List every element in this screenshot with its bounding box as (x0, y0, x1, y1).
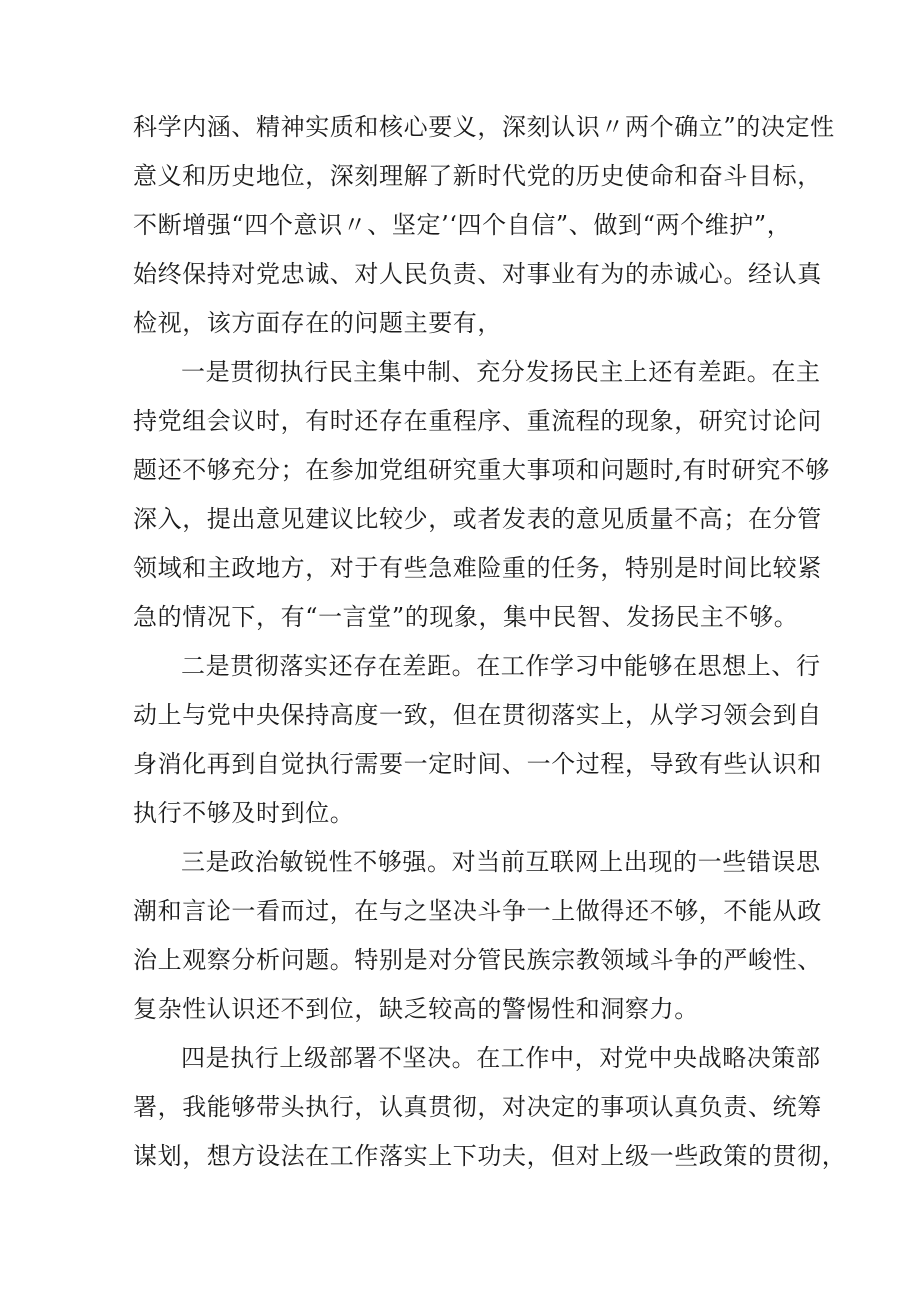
text-line-15: 执行不够及时到位。 (133, 799, 355, 827)
text-line-11: 急的情况下，有“一言堂”的现象，集中民智、发扬民主不够。 (133, 603, 799, 631)
paragraph-4-heading-line: 四是执行上级部署不坚决。在工作中，对党中央战略决策部 (181, 1044, 821, 1072)
text-line-19: 复杂性认识还不到位，缺乏较高的警惕性和洞察力。 (133, 995, 699, 1023)
text-line-9: 深入，提出意见建议比较少，或者发表的意见质量不高；在分管 (133, 505, 822, 533)
text-line-5: 检视，该方面存在的问题主要有， (133, 309, 502, 337)
text-line-18: 治上观察分析问题。特别是对分管民族宗教领域斗争的严峻性、 (133, 946, 822, 974)
text-line-10: 领域和主政地方，对于有些急难险重的任务，特别是时间比较紧 (133, 554, 822, 582)
text-line-17: 潮和言论一看而过，在与之坚决斗争一上做得还不够，不能从政 (133, 897, 822, 925)
text-line-2: 意义和历史地位，深刻理解了新时代党的历史使命和奋斗目标， (133, 162, 822, 190)
text-line-1: 科学内涵、精神实质和核心要义，深刻认识〃两个确立”的决定性 (133, 113, 835, 141)
text-line-3: 不断增强“四个意识〃、坚定’‘四个自信”、做到“两个维护”， (133, 211, 792, 239)
paragraph-3-heading-line: 三是政治敏锐性不够强。对当前互联网上出现的一些错误思 (181, 848, 821, 876)
text-line-22: 谋划，想方设法在工作落实上下功夫，但对上级一些政策的贯彻， (133, 1142, 847, 1170)
text-line-8: 题还不够充分；在参加党组研究重大事项和问题时,有时研究不够 (133, 456, 831, 484)
text-line-7: 持党组会议时，有时还存在重程序、重流程的现象，研究讨论问 (133, 407, 822, 435)
text-line-21: 署，我能够带头执行，认真贯彻，对决定的事项认真负责、统筹 (133, 1093, 822, 1121)
text-line-14: 身消化再到自觉执行需要一定时间、一个过程，导致有些认识和 (133, 750, 822, 778)
paragraph-2-heading-line: 二是贯彻落实还存在差距。在工作学习中能够在思想上、行 (181, 652, 821, 680)
text-line-4: 始终保持对党忠诚、对人民负责、对事业有为的赤诚心。经认真 (133, 260, 822, 288)
paragraph-1-heading-line: 一是贯彻执行民主集中制、充分发扬民主上还有差距。在主 (181, 358, 821, 386)
text-line-13: 动上与党中央保持高度一致，但在贯彻落实上，从学习领会到自 (133, 701, 822, 729)
